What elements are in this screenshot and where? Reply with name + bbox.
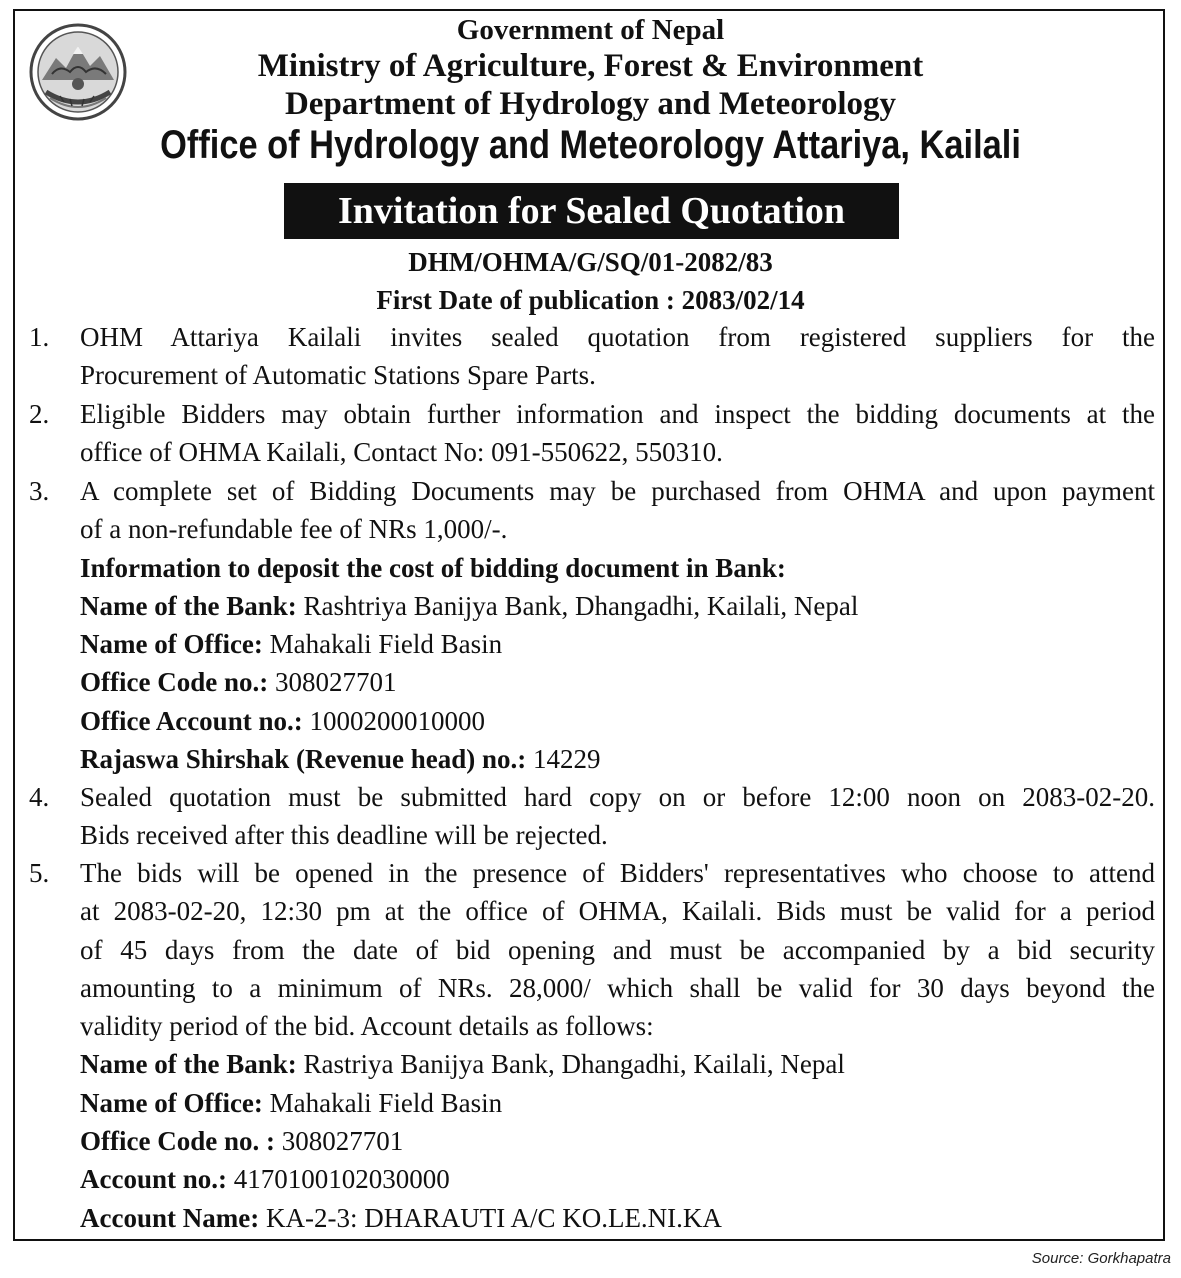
detail-value: Mahakali Field Basin [262,1087,503,1118]
notice-title-banner: Invitation for Sealed Quotation [284,183,899,239]
item-text [80,318,1155,395]
item-number: 2. [29,399,50,429]
item-number: 4. [29,782,50,812]
reference-number: DHM/OHMA/G/SQ/01-2082/83 [408,247,773,277]
detail-label: Name of Office: [80,1087,263,1118]
detail-label: Account no.: [80,1164,227,1195]
detail-row [80,625,1155,663]
item-line: at 2083-02-20, 12:30 pm at the office of OHMA, Kailali. Bids must be valid for a period [80,896,1155,927]
item-line: Procurement of Automatic Stations Spare Parts. [80,360,596,391]
government-line: Government of Nepal [456,14,725,46]
detail-value: Rashtriya Banijya Bank, Dhangadhi, Kailali, Nepal [296,590,859,621]
detail-label: Office Account no.: [80,705,303,736]
item-line: of a non-refundable fee of NRs 1,000/-. [80,514,508,545]
item-text [80,854,1155,1237]
item-text [80,778,1155,855]
item-number: 1. [29,322,50,352]
item-line: The bids will be opened in the presence of Bidders' representatives who choose to attend [80,858,1155,888]
item-line: Sealed quotation must be submitted hard copy on or before 12:00 noon on 2083-02-20. [80,782,1155,812]
office-title: Office of Hydrology and Meteorology Attariya, Kailali [160,123,1021,167]
detail-row [80,1084,1155,1122]
detail-row [80,663,1155,701]
detail-value: KA-2-3: DHARAUTI A/C KO.LE.NI.KA [259,1202,722,1233]
detail-label: Office Code no.: [80,667,269,698]
detail-row [80,587,1155,625]
publication-date: First Date of publication : 2083/02/14 [376,285,805,315]
detail-row [80,1199,1155,1237]
ministry-line: Ministry of Agriculture, Forest & Environment [257,48,924,84]
detail-value: Rastriya Banijya Bank, Dhangadhi, Kailali, Nepal [296,1049,845,1080]
item-text [80,395,1155,472]
source-credit: Source: Gorkhapatra [1031,1250,1171,1267]
department-line: Department of Hydrology and Meteorology [284,86,897,122]
item-line: amounting to a minimum of NRs. 28,000/ which shall be valid for 30 days beyond the [80,972,1155,1003]
detail-value: Mahakali Field Basin [262,629,503,660]
item-line: of 45 days from the date of bid opening and must be accompanied by a bid security [80,934,1155,965]
detail-value: 1000200010000 [302,705,485,736]
item-number: 5. [29,858,50,888]
detail-label: Account Name: [80,1202,260,1233]
detail-value: 308027701 [274,1126,404,1157]
detail-row [80,1160,1155,1198]
item-line: A complete set of Bidding Documents may be purchased from OHMA and upon payment [80,476,1155,506]
deposit-heading: Information to deposit the cost of bidding document in Bank: [80,552,786,583]
detail-row [80,702,1155,740]
item-line: Eligible Bidders may obtain further information and inspect the bidding documents at the [80,399,1155,429]
item-line: validity period of the bid. Account details as follows: [80,1011,654,1042]
detail-label: Name of the Bank: [80,1049,297,1080]
detail-label: Name of Office: [80,629,263,660]
detail-value: 308027701 [268,667,397,698]
detail-label: Rajaswa Shirshak (Revenue head) no.: [80,744,527,775]
item-line: office of OHMA Kailali, Contact No: 091-550622, 550310. [80,437,723,468]
detail-row [80,1045,1155,1083]
detail-label: Office Code no. : [80,1126,275,1157]
item-number: 3. [29,476,50,506]
detail-label: Name of the Bank: [80,590,297,621]
detail-value: 14229 [526,744,601,775]
detail-row [80,740,1155,778]
item-line: OHM Attariya Kailali invites sealed quotation from registered suppliers for the [80,322,1155,352]
detail-row [80,1122,1155,1160]
item-line: Bids received after this deadline will be rejected. [80,820,608,851]
item-text [80,472,1155,778]
detail-value: 4170100102030000 [227,1164,450,1195]
